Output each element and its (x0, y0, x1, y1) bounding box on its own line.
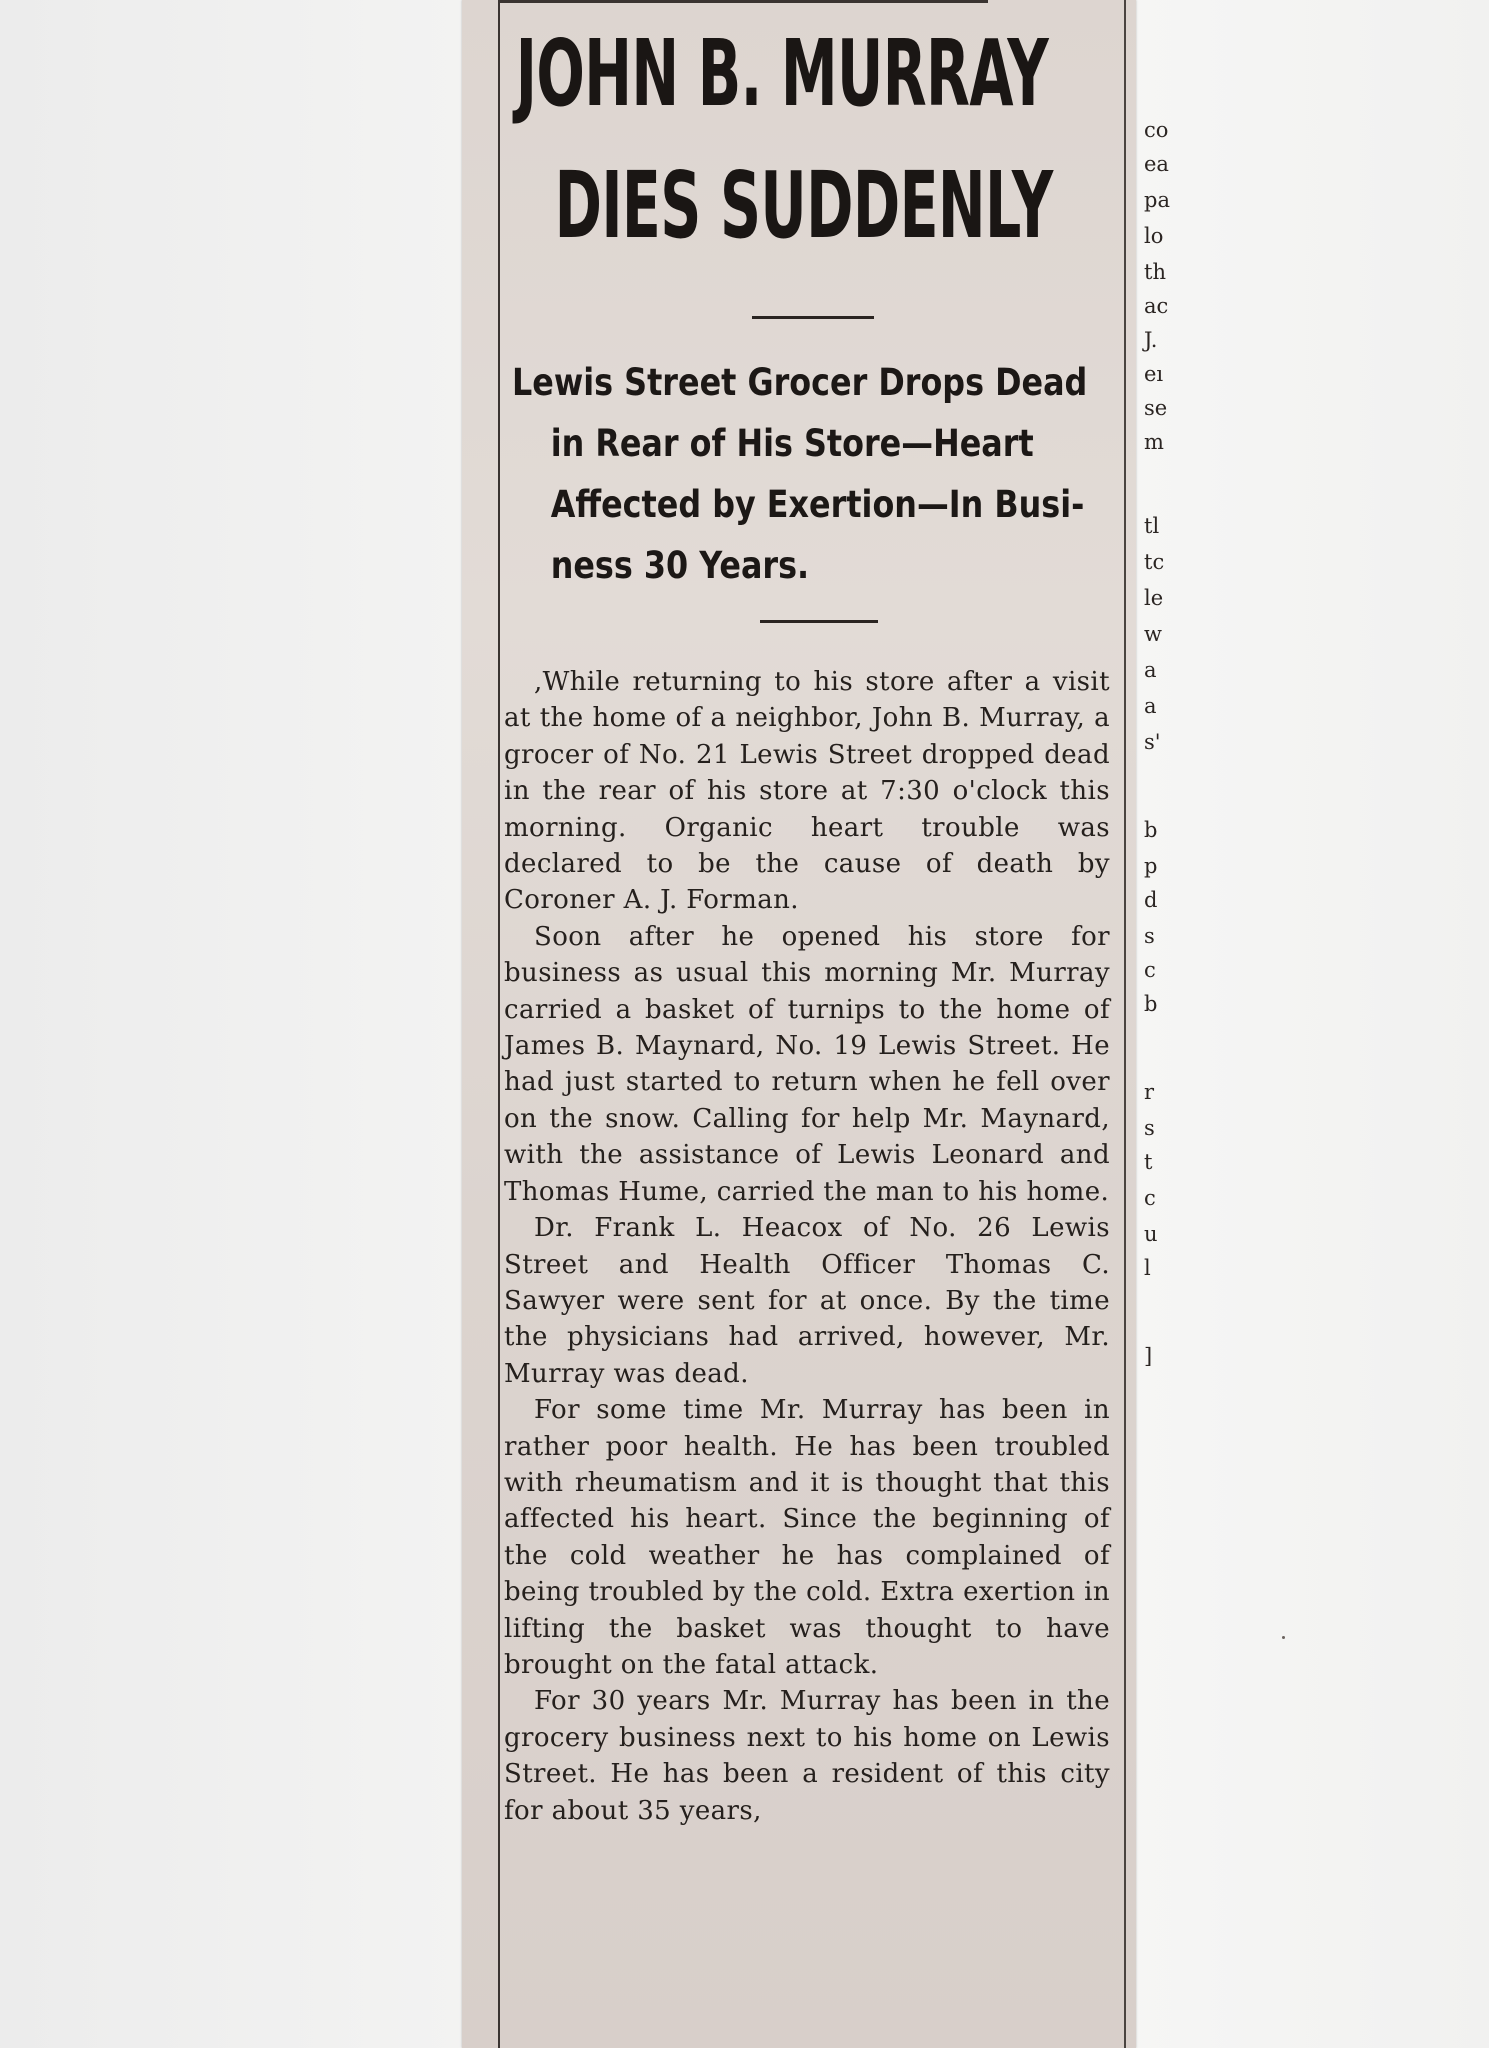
adjacent-column-fragment: a (1144, 658, 1157, 682)
body-paragraph: For 30 years Mr. Murray has been in the grocery business next to his home on Lewis Street. He has been a resident of this city for about 35 years, (504, 1686, 1110, 1826)
adjacent-column-fragment: s' (1144, 730, 1161, 754)
adjacent-column-fragment: t (1144, 1150, 1153, 1174)
adjacent-column-fragment: r (1144, 1080, 1155, 1104)
article-body (504, 664, 1110, 1829)
adjacent-column-fragment: s (1144, 924, 1155, 948)
body-paragraph: ,While returning to his store after a visit at the home of a neighbor, John B. Murray, a grocer of No. 21 Lewis Street dropped dead in the rear of his store at 7:30 o'clock this morning. Organic heart trouble was declared to be the cause of death by Coroner A. J. Forman. (504, 667, 1110, 916)
adjacent-column-fragment: tc (1144, 550, 1165, 574)
adjacent-column-fragment: d (1144, 888, 1158, 912)
adjacent-column-fragment: m (1144, 430, 1164, 454)
deck-line: ness 30 Years. (550, 544, 810, 587)
headline-line-1: JOHN B. MURRAY (515, 20, 1049, 127)
deck-line: Affected by Exertion—In Busi- (550, 483, 1085, 526)
adjacent-column-fragment: a (1144, 694, 1157, 718)
deck-line: Lewis Street Grocer Drops Dead (512, 361, 1088, 404)
adjacent-column-fragment: l (1144, 1256, 1151, 1280)
article-column (502, 0, 1122, 2048)
adjacent-column-fragment: c (1144, 1186, 1156, 1210)
adjacent-column-fragment: s (1144, 1116, 1155, 1140)
adjacent-column-fragment: w (1144, 622, 1162, 646)
deck-line: in Rear of His Store—Heart (550, 422, 1034, 465)
adjacent-column-fragment: le (1144, 586, 1164, 610)
adjacent-column-fragment: ] (1144, 1344, 1153, 1368)
adjacent-column-fragment: se (1144, 396, 1168, 420)
adjacent-column-fragment: lo (1144, 224, 1164, 248)
adjacent-column-fragment: pa (1144, 188, 1170, 212)
right-column-rule (1124, 0, 1126, 2048)
adjacent-column-fragment: ea (1144, 152, 1169, 176)
adjacent-column-fragment: th (1144, 260, 1166, 284)
adjacent-column-fragment: b (1144, 992, 1158, 1016)
adjacent-column-fragment: eı (1144, 362, 1164, 386)
dust-speck (1282, 1636, 1285, 1639)
body-paragraph: Soon after he opened his store for business as usual this morning Mr. Murray carried a basket of turnips to the home of James B. Maynard, No. 19 Lewis Street. He had just started to return when he fell over on the snow. Calling for help Mr. Maynard, with the assistance of Lewis Leonard and Thomas Hume, carried the man to his home. (504, 921, 1110, 1207)
adjacent-column-fragment: J. (1144, 328, 1158, 352)
left-column-rule (498, 0, 500, 2048)
adjacent-column-fragment: b (1144, 818, 1158, 842)
deck-divider (760, 620, 878, 623)
newspaper-clipping (462, 0, 1170, 2048)
adjacent-column-fragment: u (1144, 1222, 1158, 1246)
adjacent-column-fragment: tl (1144, 514, 1160, 538)
headline-divider (752, 316, 874, 319)
subheadline-deck (512, 352, 1088, 596)
adjacent-column-fragment: c (1144, 958, 1156, 982)
adjacent-column-fragment: ac (1144, 294, 1169, 318)
adjacent-column-fragment: p (1144, 854, 1158, 878)
headline-line-2: DIES SUDDENLY (554, 152, 1053, 259)
adjacent-column-fragment: co (1144, 118, 1169, 142)
body-paragraph: For some time Mr. Murray has been in rather poor health. He has been troubled with rheumatism and it is thought that this affected his heart. Since the beginning of the cold weather he has complained of being troubled by the cold. Extra exertion in lifting the basket was thought to have brought on the fatal attack. (504, 1395, 1110, 1680)
body-paragraph: Dr. Frank L. Heacox of No. 26 Lewis Street and Health Officer Thomas C. Sawyer were sent for at once. By the time the physicians had arrived, however, Mr. Murray was dead. (504, 1213, 1110, 1389)
